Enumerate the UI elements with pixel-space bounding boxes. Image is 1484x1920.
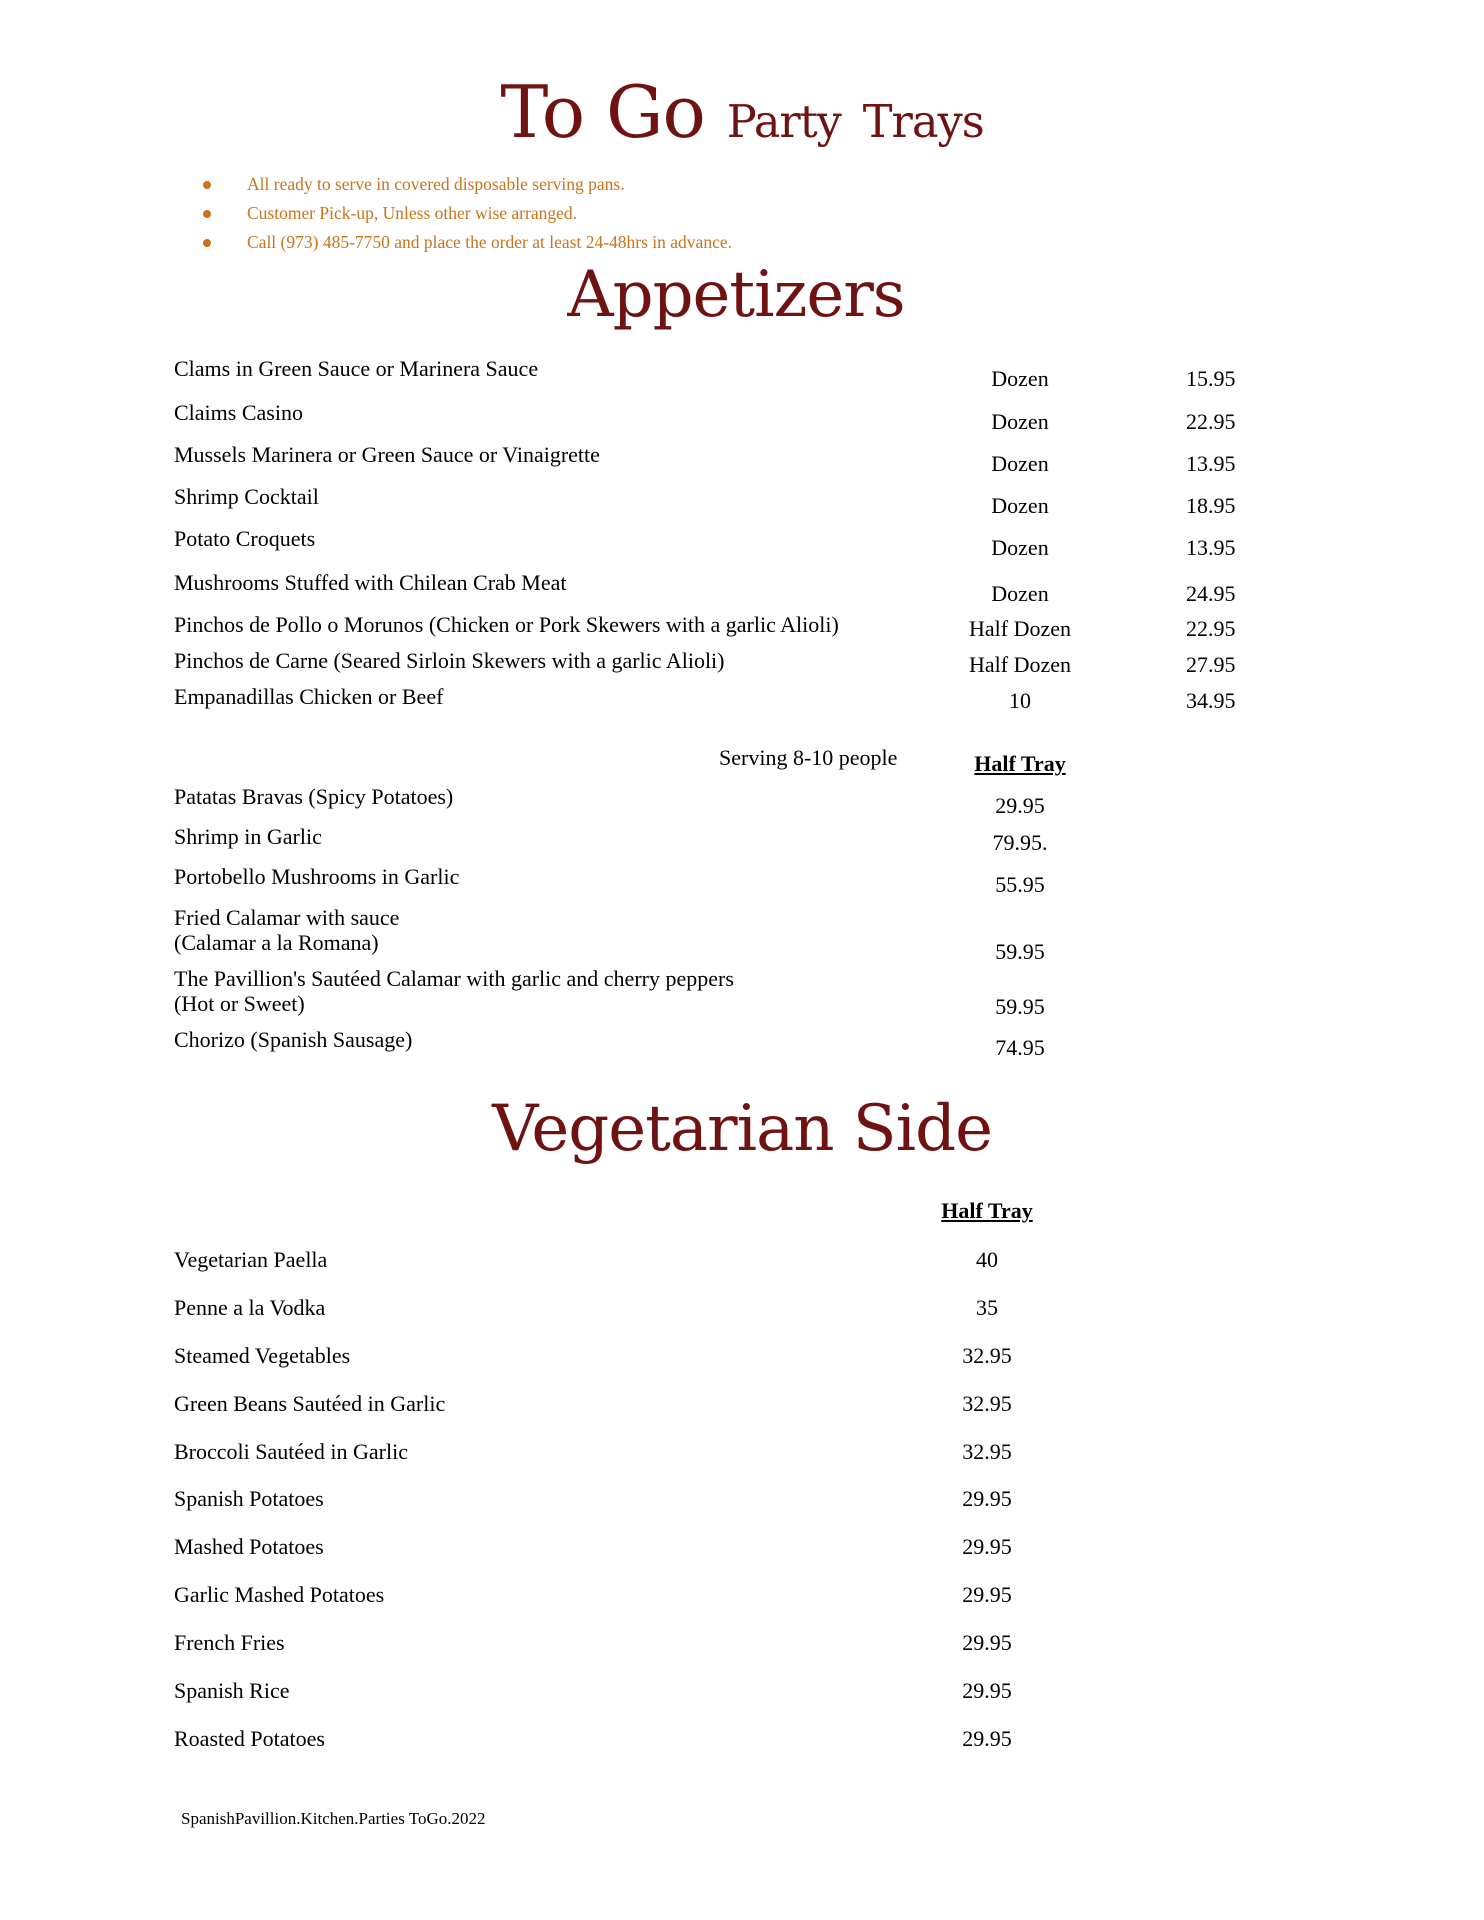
item-price: 29.95 — [962, 1678, 1012, 1703]
item-name: Green Beans Sautéed in Garlic — [174, 1391, 446, 1416]
item-name: Pinchos de Carne (Seared Sirloin Skewers with a garlic Alioli) — [174, 648, 725, 673]
page-title — [0, 70, 1484, 154]
half-tray-header: Half Tray — [941, 1198, 1033, 1223]
item-name: The Pavillion's Sautéed Calamar with garlic and cherry peppers — [174, 966, 734, 991]
item-name: Claims Casino — [174, 400, 303, 425]
item-price: 18.95 — [1186, 493, 1236, 518]
item-price: 74.95 — [995, 1035, 1045, 1060]
item-price: 22.95 — [1186, 409, 1236, 434]
item-price: 27.95 — [1186, 652, 1236, 677]
item-name: Chorizo (Spanish Sausage) — [174, 1027, 413, 1052]
item-unit: Dozen — [991, 366, 1049, 391]
title-party: Party — [726, 96, 841, 148]
item-name: Spanish Potatoes — [174, 1486, 324, 1511]
item-price: 29.95 — [962, 1582, 1012, 1607]
item-price: 29.95 — [962, 1486, 1012, 1511]
item-unit: Half Dozen — [968, 616, 1071, 641]
item-name: Mushrooms Stuffed with Chilean Crab Meat — [174, 570, 567, 595]
item-price: 40 — [976, 1247, 998, 1272]
item-price: 29.95 — [962, 1534, 1012, 1559]
title-trays: Trays — [862, 96, 984, 148]
order-notes — [200, 170, 732, 257]
half-tray-header: Half Tray — [974, 751, 1066, 776]
item-price: 13.95 — [1186, 451, 1236, 476]
item-price: 29.95 — [962, 1726, 1012, 1751]
note-item: Call (973) 485-7750 and place the order at least 24-48hrs in advance. — [200, 228, 732, 257]
item-unit: Dozen — [991, 409, 1049, 434]
item-price: 24.95 — [1186, 581, 1236, 606]
item-name: Vegetarian Paella — [174, 1247, 328, 1272]
serving-note: Serving 8-10 people — [719, 745, 898, 770]
item-price: 32.95 — [962, 1391, 1012, 1416]
item-name: Portobello Mushrooms in Garlic — [174, 864, 460, 889]
item-name: Patatas Bravas (Spicy Potatoes) — [174, 784, 454, 809]
item-price: 79.95. — [992, 830, 1048, 855]
bullet-icon — [203, 239, 211, 247]
item-unit: Dozen — [991, 451, 1049, 476]
item-name-sub: (Hot or Sweet) — [174, 991, 305, 1016]
item-unit: 10 — [1009, 688, 1031, 713]
item-price: 15.95 — [1186, 366, 1236, 391]
appetizers-title: Appetizers — [567, 258, 905, 332]
item-name: Steamed Vegetables — [174, 1343, 351, 1368]
vegetarian-title: Vegetarian Side — [492, 1092, 992, 1166]
title-go: Go — [606, 70, 705, 154]
item-name: Shrimp in Garlic — [174, 824, 322, 849]
footer-text: SpanishPavillion.Kitchen.Parties ToGo.2022 — [181, 1809, 486, 1828]
note-item: Customer Pick-up, Unless other wise arranged. — [200, 199, 732, 228]
item-name: Fried Calamar with sauce — [174, 905, 400, 930]
note-item: All ready to serve in covered disposable serving pans. — [200, 170, 732, 199]
item-price: 29.95 — [995, 793, 1045, 818]
item-name: Mashed Potatoes — [174, 1534, 324, 1559]
item-name: Spanish Rice — [174, 1678, 290, 1703]
item-name: Pinchos de Pollo o Morunos (Chicken or Pork Skewers with a garlic Alioli) — [174, 612, 839, 637]
item-price: 29.95 — [962, 1630, 1012, 1655]
item-name: Shrimp Cocktail — [174, 484, 319, 509]
item-price: 35 — [976, 1295, 998, 1320]
item-name-sub: (Calamar a la Romana) — [174, 930, 379, 955]
item-name: Penne a la Vodka — [174, 1295, 326, 1320]
item-name: Broccoli Sautéed in Garlic — [174, 1439, 408, 1464]
item-name: French Fries — [174, 1630, 285, 1655]
item-price: 34.95 — [1186, 688, 1236, 713]
item-name: Potato Croquets — [174, 526, 316, 551]
item-price: 59.95 — [995, 994, 1045, 1019]
bullet-icon — [203, 181, 211, 189]
item-unit: Dozen — [991, 535, 1049, 560]
item-name: Garlic Mashed Potatoes — [174, 1582, 385, 1607]
item-price: 13.95 — [1186, 535, 1236, 560]
item-unit: Half Dozen — [968, 652, 1071, 677]
title-to: To — [500, 70, 585, 154]
item-name: Mussels Marinera or Green Sauce or Vinaigrette — [174, 442, 600, 467]
item-price: 22.95 — [1186, 616, 1236, 641]
item-name: Empanadillas Chicken or Beef — [174, 684, 444, 709]
item-name: Clams in Green Sauce or Marinera Sauce — [174, 356, 539, 381]
item-price: 55.95 — [995, 872, 1045, 897]
bullet-icon — [203, 210, 211, 218]
item-unit: Dozen — [991, 581, 1049, 606]
item-name: Roasted Potatoes — [174, 1726, 325, 1751]
item-unit: Dozen — [991, 493, 1049, 518]
item-price: 59.95 — [995, 939, 1045, 964]
item-price: 32.95 — [962, 1343, 1012, 1368]
item-price: 32.95 — [962, 1439, 1012, 1464]
